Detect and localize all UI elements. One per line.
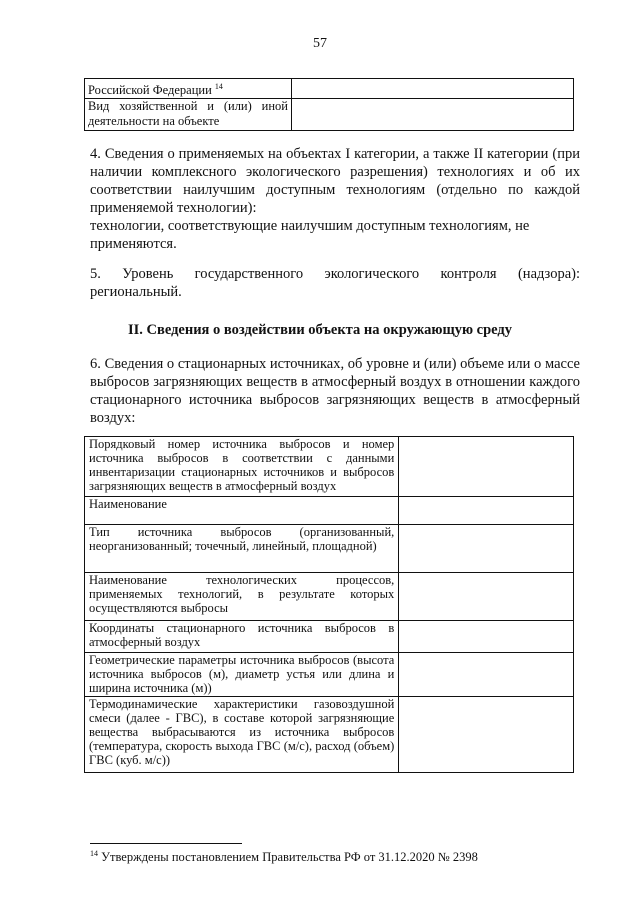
table-cell-label: Координаты стационарного источника выбросов в атмосферный воздух (85, 621, 399, 653)
table-row (85, 621, 574, 653)
table-cell-label: Российской Федерации $^{14}$ (85, 79, 292, 99)
footnote-divider (90, 843, 242, 844)
table-row (85, 573, 574, 621)
footnote (90, 849, 478, 865)
table-cell-label: Наименование технологических процессов, применяемых технологий, в результате которых осуществляются выбросы (85, 573, 399, 621)
table-row (85, 79, 574, 99)
page-number: 57 (313, 36, 327, 51)
table-cell-value (292, 79, 574, 99)
section-5-text: 5. Уровень государственного экологического контроля (надзора): региональный. (90, 266, 580, 300)
table-cell-value (399, 573, 574, 621)
table-cell-value (399, 653, 574, 697)
table-cell-value (292, 99, 574, 131)
table-row (85, 653, 574, 697)
table-cell-label: Термодинамические характеристики газовоздушной смеси (далее - ГВС), в составе которой загрязняющие вещества выбрасываются из источника выбросов (температура, скорость выхода ГВС (м/с), расход (объем) ГВС (куб. м/с)) (85, 697, 399, 773)
section-title: II. Сведения о воздействии объекта на окружающую среду (128, 322, 512, 338)
table-cell-value (399, 497, 574, 525)
table-row (85, 99, 574, 131)
table-cell-label: Вид хозяйственной и (или) иной деятельности на объекте (85, 99, 292, 131)
table-cell-value (399, 621, 574, 653)
table-cell-value (399, 437, 574, 497)
table-cell-label: Наименование (85, 497, 399, 525)
table-cell-value (399, 525, 574, 573)
section-4-text: 4. Сведения о применяемых на объектах I категории, а также II категории (при наличии комплексного экологического разрешения) технологиях и об их соответствии наилучшим доступным технологиям (отдельно по каждой применяемой технологии): (90, 146, 580, 216)
table-cell-value (399, 697, 574, 773)
table-row (85, 697, 574, 773)
footnote-ref: 14 (214, 82, 223, 91)
emission-sources-table (84, 436, 574, 773)
object-info-table (84, 78, 574, 131)
table-row (85, 497, 574, 525)
table-row (85, 437, 574, 497)
section-6-text: 6. Сведения о стационарных источниках, об уровне и (или) объеме или о массе выбросов загрязняющих веществ в атмосферный воздух в отношении каждого стационарного источника выбросов загрязняющих веществ в атмосферный воздух: (90, 356, 580, 426)
footnote-text: Утверждены постановлением Правительства РФ от 31.12.2020 № 2398 (101, 850, 478, 865)
table-cell-label: Тип источника выбросов (организованный, неорганизованный; точечный, линейный, площадной) (85, 525, 399, 573)
table-row (85, 525, 574, 573)
section-4-answer: технологии, соответствующие наилучшим доступным технологиям, не применяются. (90, 218, 530, 252)
footnote-mark: 14 (90, 849, 98, 858)
table-cell-label: Порядковый номер источника выбросов и номер источника выбросов в соответствии с данными инвентаризации стационарных источников и выбросов загрязняющих веществ в атмосферный воздух (85, 437, 399, 497)
table-cell-label: Геометрические параметры источника выбросов (высота источника выбросов (м), диаметр устья или длина и ширина источника (м)) (85, 653, 399, 697)
